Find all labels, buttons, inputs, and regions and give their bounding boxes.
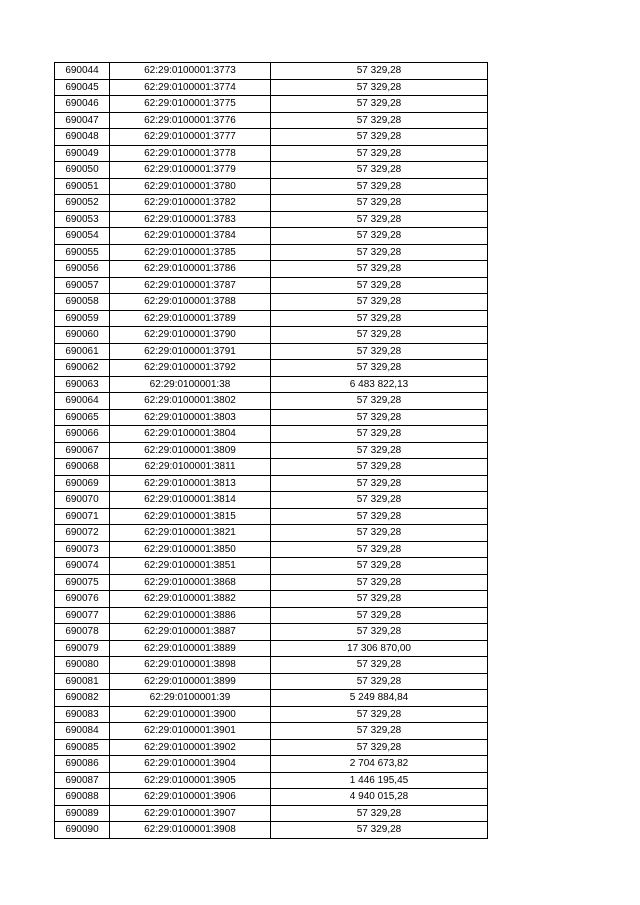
row-number-cell: 690063 (55, 376, 110, 393)
cadastral-number-cell: 62:29:0100001:3886 (110, 607, 271, 624)
row-number-cell: 690066 (55, 426, 110, 443)
cadastral-number-cell: 62:29:0100001:3789 (110, 310, 271, 327)
cadastral-value-cell: 57 329,28 (271, 508, 488, 525)
cadastral-number-cell: 62:29:0100001:3851 (110, 558, 271, 575)
row-number-cell: 690085 (55, 739, 110, 756)
cadastral-value-cell: 57 329,28 (271, 178, 488, 195)
table-body (55, 63, 488, 839)
row-number-cell: 690057 (55, 277, 110, 294)
cadastral-value-cell: 57 329,28 (271, 112, 488, 129)
table-row (55, 63, 488, 80)
cadastral-number-cell: 62:29:0100001:39 (110, 690, 271, 707)
table-row (55, 162, 488, 179)
cadastral-number-cell: 62:29:0100001:3813 (110, 475, 271, 492)
table-row (55, 673, 488, 690)
row-number-cell: 690065 (55, 409, 110, 426)
row-number-cell: 690061 (55, 343, 110, 360)
row-number-cell: 690082 (55, 690, 110, 707)
table-row (55, 442, 488, 459)
cadastral-value-cell: 57 329,28 (271, 673, 488, 690)
cadastral-value-cell: 57 329,28 (271, 475, 488, 492)
cadastral-value-cell: 57 329,28 (271, 327, 488, 344)
table-row (55, 228, 488, 245)
table-row (55, 294, 488, 311)
cadastral-value-table (54, 62, 488, 839)
row-number-cell: 690068 (55, 459, 110, 476)
table-row (55, 525, 488, 542)
cadastral-number-cell: 62:29:0100001:3803 (110, 409, 271, 426)
cadastral-value-cell: 57 329,28 (271, 591, 488, 608)
row-number-cell: 690047 (55, 112, 110, 129)
cadastral-number-cell: 62:29:0100001:3906 (110, 789, 271, 806)
cadastral-number-cell: 62:29:0100001:3779 (110, 162, 271, 179)
table-row (55, 508, 488, 525)
cadastral-number-cell: 62:29:0100001:3868 (110, 574, 271, 591)
cadastral-value-cell: 57 329,28 (271, 442, 488, 459)
row-number-cell: 690084 (55, 723, 110, 740)
cadastral-value-cell: 57 329,28 (271, 79, 488, 96)
row-number-cell: 690062 (55, 360, 110, 377)
row-number-cell: 690051 (55, 178, 110, 195)
cadastral-number-cell: 62:29:0100001:3908 (110, 822, 271, 839)
row-number-cell: 690073 (55, 541, 110, 558)
cadastral-number-cell: 62:29:0100001:3792 (110, 360, 271, 377)
table-row (55, 409, 488, 426)
cadastral-number-cell: 62:29:0100001:3815 (110, 508, 271, 525)
row-number-cell: 690048 (55, 129, 110, 146)
cadastral-number-cell: 62:29:0100001:3786 (110, 261, 271, 278)
table-row (55, 178, 488, 195)
cadastral-value-cell: 57 329,28 (271, 63, 488, 80)
cadastral-value-cell: 57 329,28 (271, 211, 488, 228)
cadastral-number-cell: 62:29:0100001:3785 (110, 244, 271, 261)
cadastral-value-cell: 57 329,28 (271, 492, 488, 509)
row-number-cell: 690053 (55, 211, 110, 228)
cadastral-number-cell: 62:29:0100001:3775 (110, 96, 271, 113)
cadastral-value-cell: 6 483 822,13 (271, 376, 488, 393)
table-row (55, 706, 488, 723)
cadastral-value-cell: 57 329,28 (271, 277, 488, 294)
table-row (55, 690, 488, 707)
row-number-cell: 690090 (55, 822, 110, 839)
row-number-cell: 690088 (55, 789, 110, 806)
cadastral-number-cell: 62:29:0100001:3783 (110, 211, 271, 228)
table-row (55, 607, 488, 624)
cadastral-number-cell: 62:29:0100001:3777 (110, 129, 271, 146)
cadastral-value-cell: 57 329,28 (271, 162, 488, 179)
row-number-cell: 690069 (55, 475, 110, 492)
cadastral-number-cell: 62:29:0100001:3788 (110, 294, 271, 311)
cadastral-number-cell: 62:29:0100001:3905 (110, 772, 271, 789)
table-row (55, 393, 488, 410)
table-row (55, 79, 488, 96)
cadastral-value-cell: 57 329,28 (271, 723, 488, 740)
cadastral-value-cell: 57 329,28 (271, 822, 488, 839)
cadastral-number-cell: 62:29:0100001:3904 (110, 756, 271, 773)
table-row (55, 129, 488, 146)
cadastral-value-cell: 57 329,28 (271, 228, 488, 245)
cadastral-value-cell: 57 329,28 (271, 574, 488, 591)
table-row (55, 343, 488, 360)
row-number-cell: 690056 (55, 261, 110, 278)
cadastral-number-cell: 62:29:0100001:3804 (110, 426, 271, 443)
row-number-cell: 690074 (55, 558, 110, 575)
cadastral-value-cell: 17 306 870,00 (271, 640, 488, 657)
cadastral-number-cell: 62:29:0100001:3809 (110, 442, 271, 459)
table-row (55, 261, 488, 278)
cadastral-value-cell: 57 329,28 (271, 360, 488, 377)
row-number-cell: 690075 (55, 574, 110, 591)
cadastral-value-cell: 1 446 195,45 (271, 772, 488, 789)
table-row (55, 772, 488, 789)
table-row (55, 558, 488, 575)
cadastral-number-cell: 62:29:0100001:3899 (110, 673, 271, 690)
table-row (55, 657, 488, 674)
cadastral-value-cell: 57 329,28 (271, 393, 488, 410)
cadastral-number-cell: 62:29:0100001:3787 (110, 277, 271, 294)
cadastral-value-cell: 57 329,28 (271, 541, 488, 558)
row-number-cell: 690060 (55, 327, 110, 344)
table-row (55, 739, 488, 756)
table-row (55, 640, 488, 657)
table-row (55, 591, 488, 608)
table-row (55, 244, 488, 261)
cadastral-value-cell: 57 329,28 (271, 343, 488, 360)
cadastral-value-cell: 57 329,28 (271, 805, 488, 822)
cadastral-number-cell: 62:29:0100001:3784 (110, 228, 271, 245)
cadastral-value-cell: 57 329,28 (271, 261, 488, 278)
cadastral-number-cell: 62:29:0100001:3850 (110, 541, 271, 558)
cadastral-value-cell: 57 329,28 (271, 195, 488, 212)
row-number-cell: 690054 (55, 228, 110, 245)
table-row (55, 211, 488, 228)
cadastral-number-cell: 62:29:0100001:3902 (110, 739, 271, 756)
cadastral-number-cell: 62:29:0100001:3814 (110, 492, 271, 509)
row-number-cell: 690049 (55, 145, 110, 162)
table-row (55, 475, 488, 492)
cadastral-number-cell: 62:29:0100001:3900 (110, 706, 271, 723)
row-number-cell: 690077 (55, 607, 110, 624)
cadastral-number-cell: 62:29:0100001:3882 (110, 591, 271, 608)
row-number-cell: 690059 (55, 310, 110, 327)
table-row (55, 822, 488, 839)
cadastral-value-cell: 57 329,28 (271, 409, 488, 426)
row-number-cell: 690089 (55, 805, 110, 822)
cadastral-number-cell: 62:29:0100001:3773 (110, 63, 271, 80)
cadastral-number-cell: 62:29:0100001:3776 (110, 112, 271, 129)
table-row (55, 789, 488, 806)
cadastral-value-cell: 57 329,28 (271, 310, 488, 327)
row-number-cell: 690046 (55, 96, 110, 113)
cadastral-value-cell: 57 329,28 (271, 294, 488, 311)
cadastral-value-cell: 57 329,28 (271, 624, 488, 641)
cadastral-number-cell: 62:29:0100001:3889 (110, 640, 271, 657)
cadastral-number-cell: 62:29:0100001:3907 (110, 805, 271, 822)
row-number-cell: 690080 (55, 657, 110, 674)
row-number-cell: 690086 (55, 756, 110, 773)
cadastral-number-cell: 62:29:0100001:38 (110, 376, 271, 393)
cadastral-number-cell: 62:29:0100001:3791 (110, 343, 271, 360)
table-row (55, 195, 488, 212)
row-number-cell: 690079 (55, 640, 110, 657)
table-row (55, 360, 488, 377)
row-number-cell: 690058 (55, 294, 110, 311)
cadastral-value-cell: 4 940 015,28 (271, 789, 488, 806)
row-number-cell: 690072 (55, 525, 110, 542)
row-number-cell: 690083 (55, 706, 110, 723)
cadastral-number-cell: 62:29:0100001:3887 (110, 624, 271, 641)
row-number-cell: 690078 (55, 624, 110, 641)
cadastral-number-cell: 62:29:0100001:3790 (110, 327, 271, 344)
table-row (55, 624, 488, 641)
row-number-cell: 690045 (55, 79, 110, 96)
cadastral-value-cell: 57 329,28 (271, 129, 488, 146)
row-number-cell: 690052 (55, 195, 110, 212)
cadastral-value-cell: 57 329,28 (271, 426, 488, 443)
row-number-cell: 690081 (55, 673, 110, 690)
cadastral-value-cell: 57 329,28 (271, 607, 488, 624)
table-row (55, 426, 488, 443)
row-number-cell: 690070 (55, 492, 110, 509)
cadastral-number-cell: 62:29:0100001:3780 (110, 178, 271, 195)
table-row (55, 574, 488, 591)
row-number-cell: 690076 (55, 591, 110, 608)
table-row (55, 459, 488, 476)
table-row (55, 541, 488, 558)
cadastral-number-cell: 62:29:0100001:3774 (110, 79, 271, 96)
cadastral-number-cell: 62:29:0100001:3811 (110, 459, 271, 476)
table-row (55, 376, 488, 393)
cadastral-value-cell: 57 329,28 (271, 145, 488, 162)
row-number-cell: 690055 (55, 244, 110, 261)
table-row (55, 112, 488, 129)
cadastral-value-cell: 2 704 673,82 (271, 756, 488, 773)
table-row (55, 756, 488, 773)
cadastral-value-cell: 57 329,28 (271, 706, 488, 723)
table-row (55, 723, 488, 740)
cadastral-number-cell: 62:29:0100001:3778 (110, 145, 271, 162)
cadastral-value-cell: 57 329,28 (271, 96, 488, 113)
table-row (55, 492, 488, 509)
cadastral-value-cell: 57 329,28 (271, 657, 488, 674)
table-row (55, 96, 488, 113)
table-row (55, 805, 488, 822)
table-row (55, 327, 488, 344)
cadastral-value-cell: 57 329,28 (271, 739, 488, 756)
cadastral-value-cell: 57 329,28 (271, 244, 488, 261)
cadastral-value-cell: 5 249 884,84 (271, 690, 488, 707)
table-row (55, 277, 488, 294)
cadastral-number-cell: 62:29:0100001:3802 (110, 393, 271, 410)
cadastral-number-cell: 62:29:0100001:3821 (110, 525, 271, 542)
row-number-cell: 690071 (55, 508, 110, 525)
table-row (55, 310, 488, 327)
row-number-cell: 690064 (55, 393, 110, 410)
cadastral-number-cell: 62:29:0100001:3898 (110, 657, 271, 674)
cadastral-number-cell: 62:29:0100001:3782 (110, 195, 271, 212)
cadastral-value-cell: 57 329,28 (271, 525, 488, 542)
row-number-cell: 690050 (55, 162, 110, 179)
row-number-cell: 690067 (55, 442, 110, 459)
cadastral-value-cell: 57 329,28 (271, 459, 488, 476)
row-number-cell: 690044 (55, 63, 110, 80)
row-number-cell: 690087 (55, 772, 110, 789)
table-row (55, 145, 488, 162)
cadastral-value-cell: 57 329,28 (271, 558, 488, 575)
cadastral-number-cell: 62:29:0100001:3901 (110, 723, 271, 740)
